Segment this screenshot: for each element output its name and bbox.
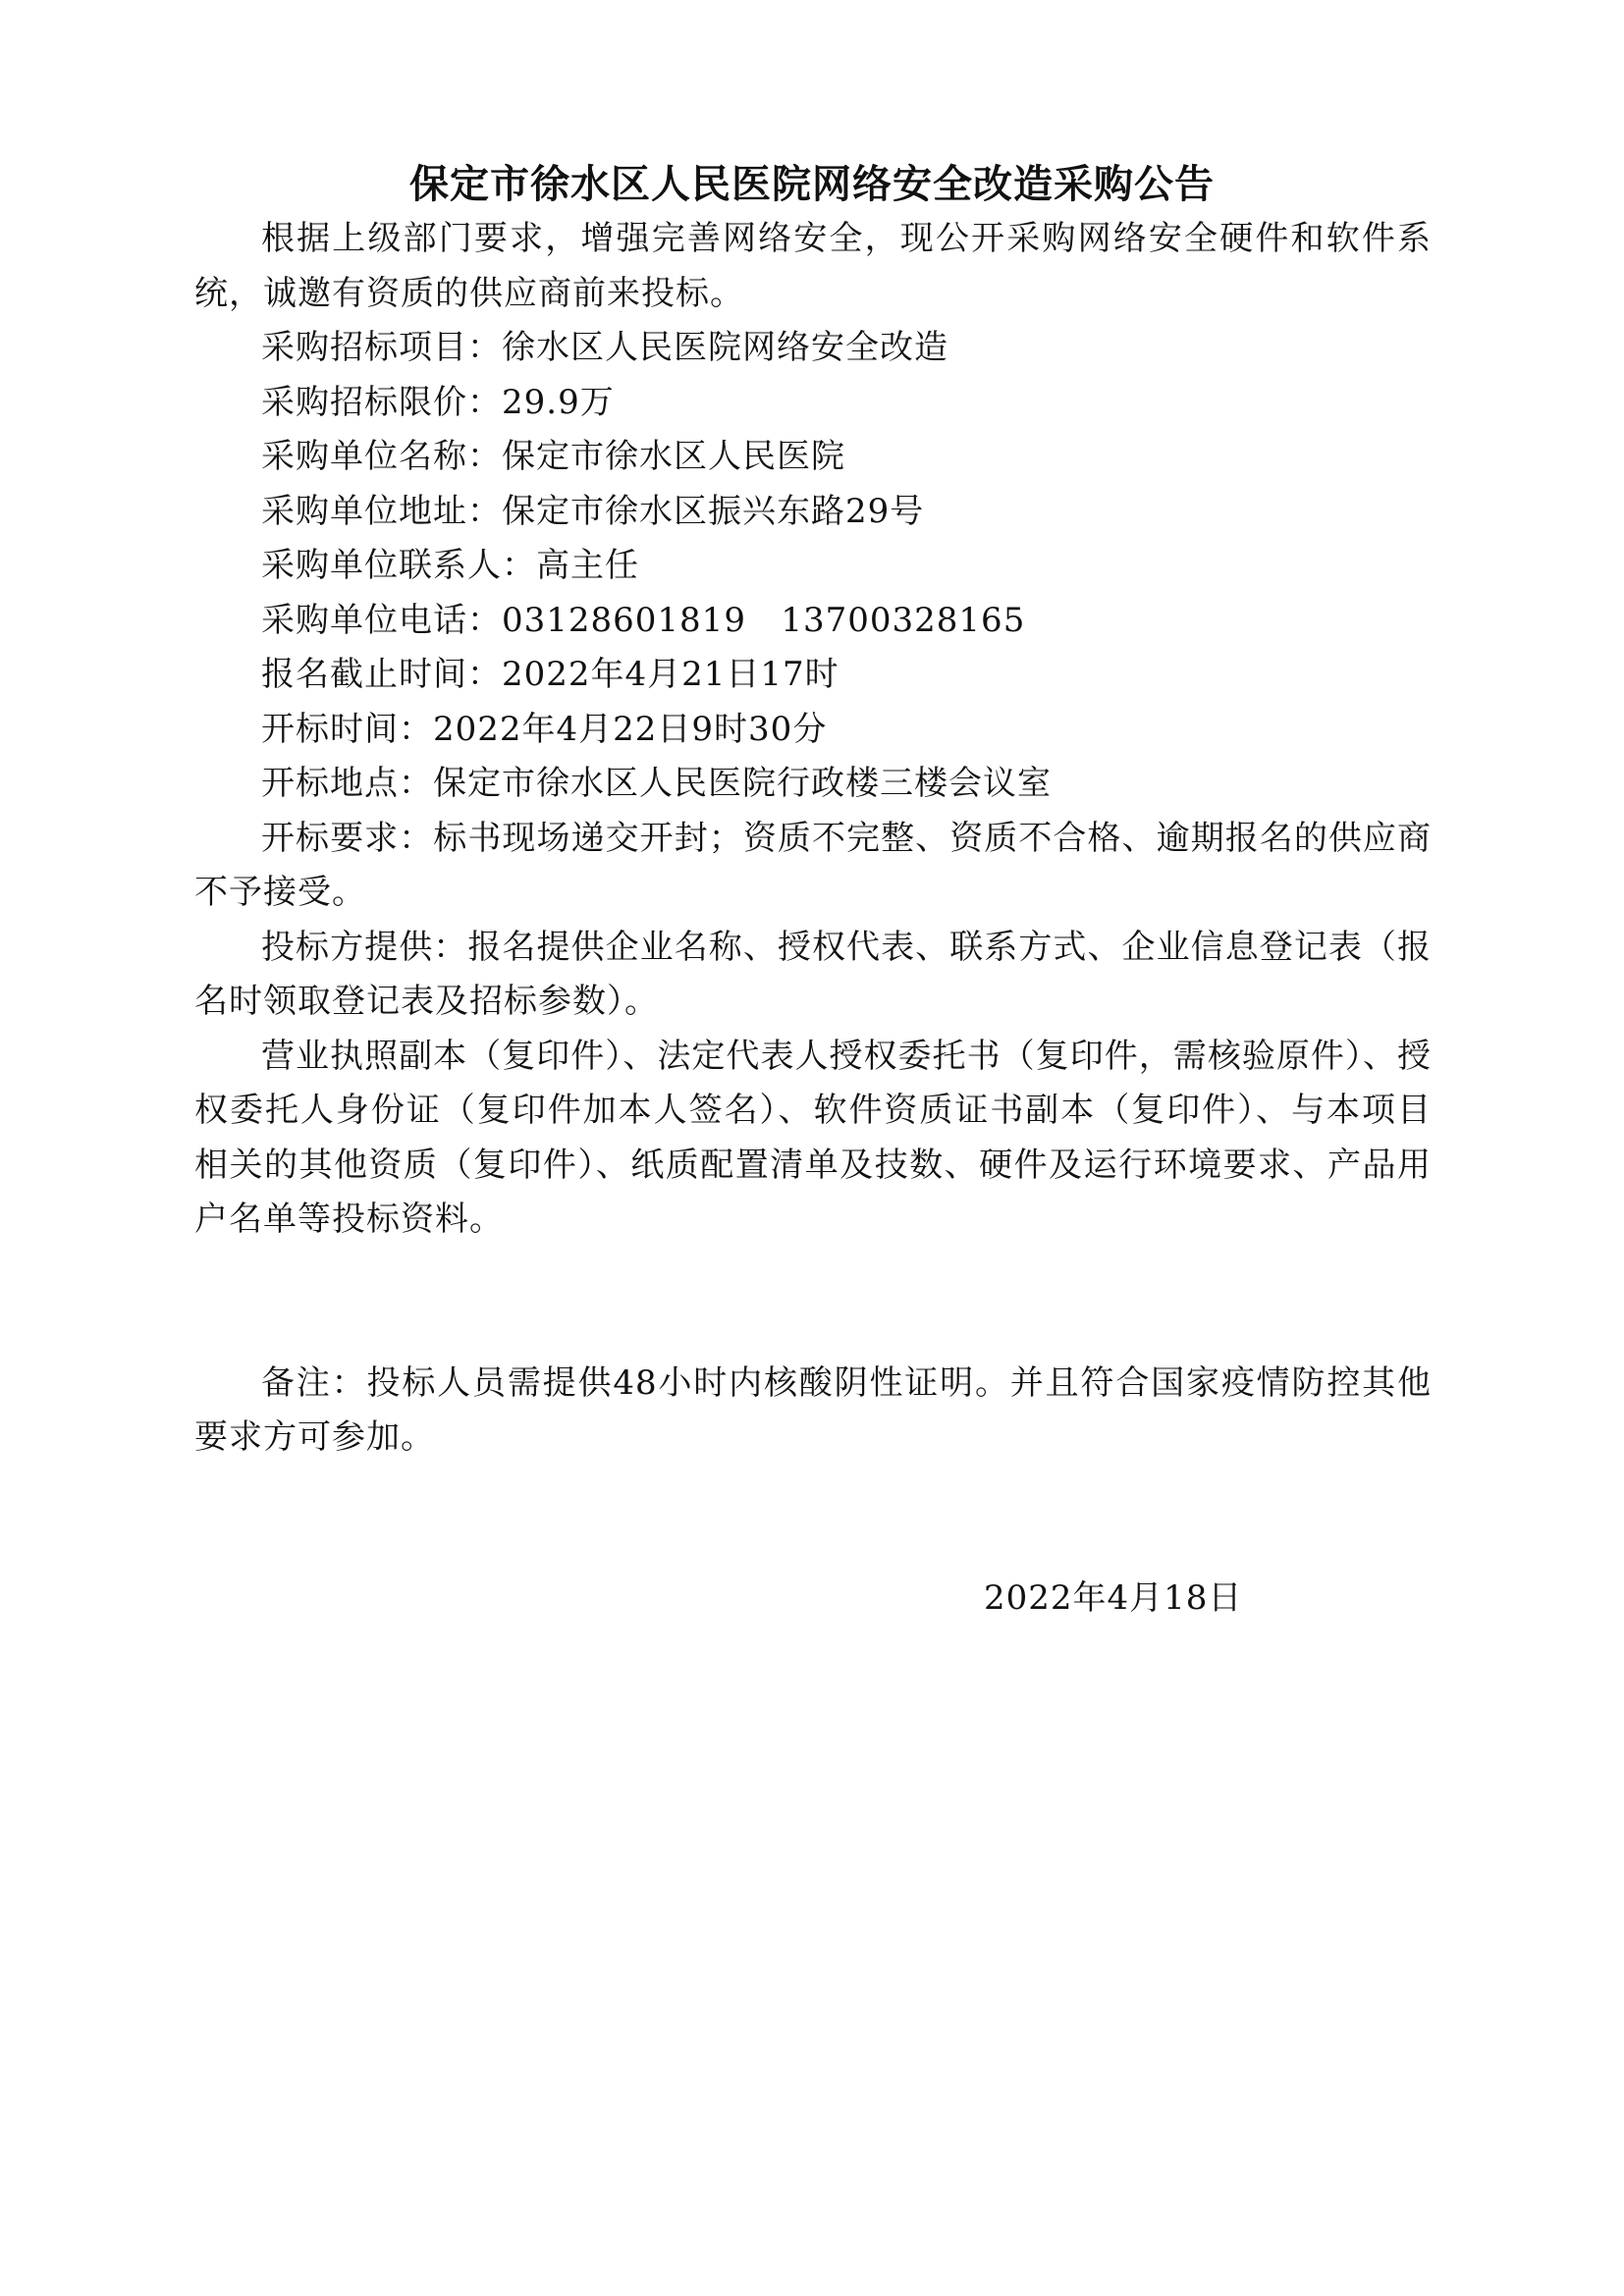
opening-requirements-paragraph: 开标要求：标书现场递交开封；资质不完整、资质不合格、逾期报名的供应商不予接受。 (194, 818, 1432, 912)
price-limit-line: 采购招标限价：29.9万 (261, 382, 615, 422)
project-line: 采购招标项目：徐水区人民医院网络安全改造 (261, 328, 948, 367)
phone-line: 采购单位电话：03128601819 13700328165 (261, 600, 1026, 640)
unit-name-line: 采购单位名称：保定市徐水区人民医院 (261, 437, 845, 476)
intro-paragraph: 根据上级部门要求，增强完善网络安全，现公开采购网络安全硬件和软件系统，诚邀有资质的供应商前来投标。 (194, 219, 1432, 313)
issue-date: 2022年4月18日 (984, 1578, 1243, 1618)
blank-space (194, 1248, 1432, 1357)
opening-place-line: 开标地点：保定市徐水区人民医院行政楼三楼会议室 (261, 764, 1052, 803)
opening-time-line: 开标时间：2022年4月22日9时30分 (261, 709, 828, 749)
unit-address-line: 采购单位地址：保定市徐水区振兴东路29号 (261, 491, 925, 531)
deadline-line: 报名截止时间：2022年4月21日17时 (261, 655, 839, 694)
note-paragraph: 备注：投标人员需提供48小时内核酸阴性证明。并且符合国家疫情防控其他要求方可参加。 (194, 1362, 1432, 1457)
document-title: 保定市徐水区人民医院网络安全改造采购公告 (409, 162, 1215, 207)
document-body (194, 212, 1432, 1466)
bidder-provides-paragraph: 投标方提供：报名提供企业名称、授权代表、联系方式、企业信息登记表（报名时领取登记表及招标参数）。 (194, 927, 1432, 1021)
contact-line: 采购单位联系人：高主任 (261, 546, 639, 585)
documents-list-paragraph: 营业执照副本（复印件）、法定代表人授权委托书（复印件，需核验原件）、授权委托人身份证（复印件加本人签名）、软件资质证书副本（复印件）、与本项目相关的其他资质（复印件）、纸质配置清单及技数、硬件及运行环境要求、产品用户名单等投标资料。 (194, 1036, 1432, 1239)
